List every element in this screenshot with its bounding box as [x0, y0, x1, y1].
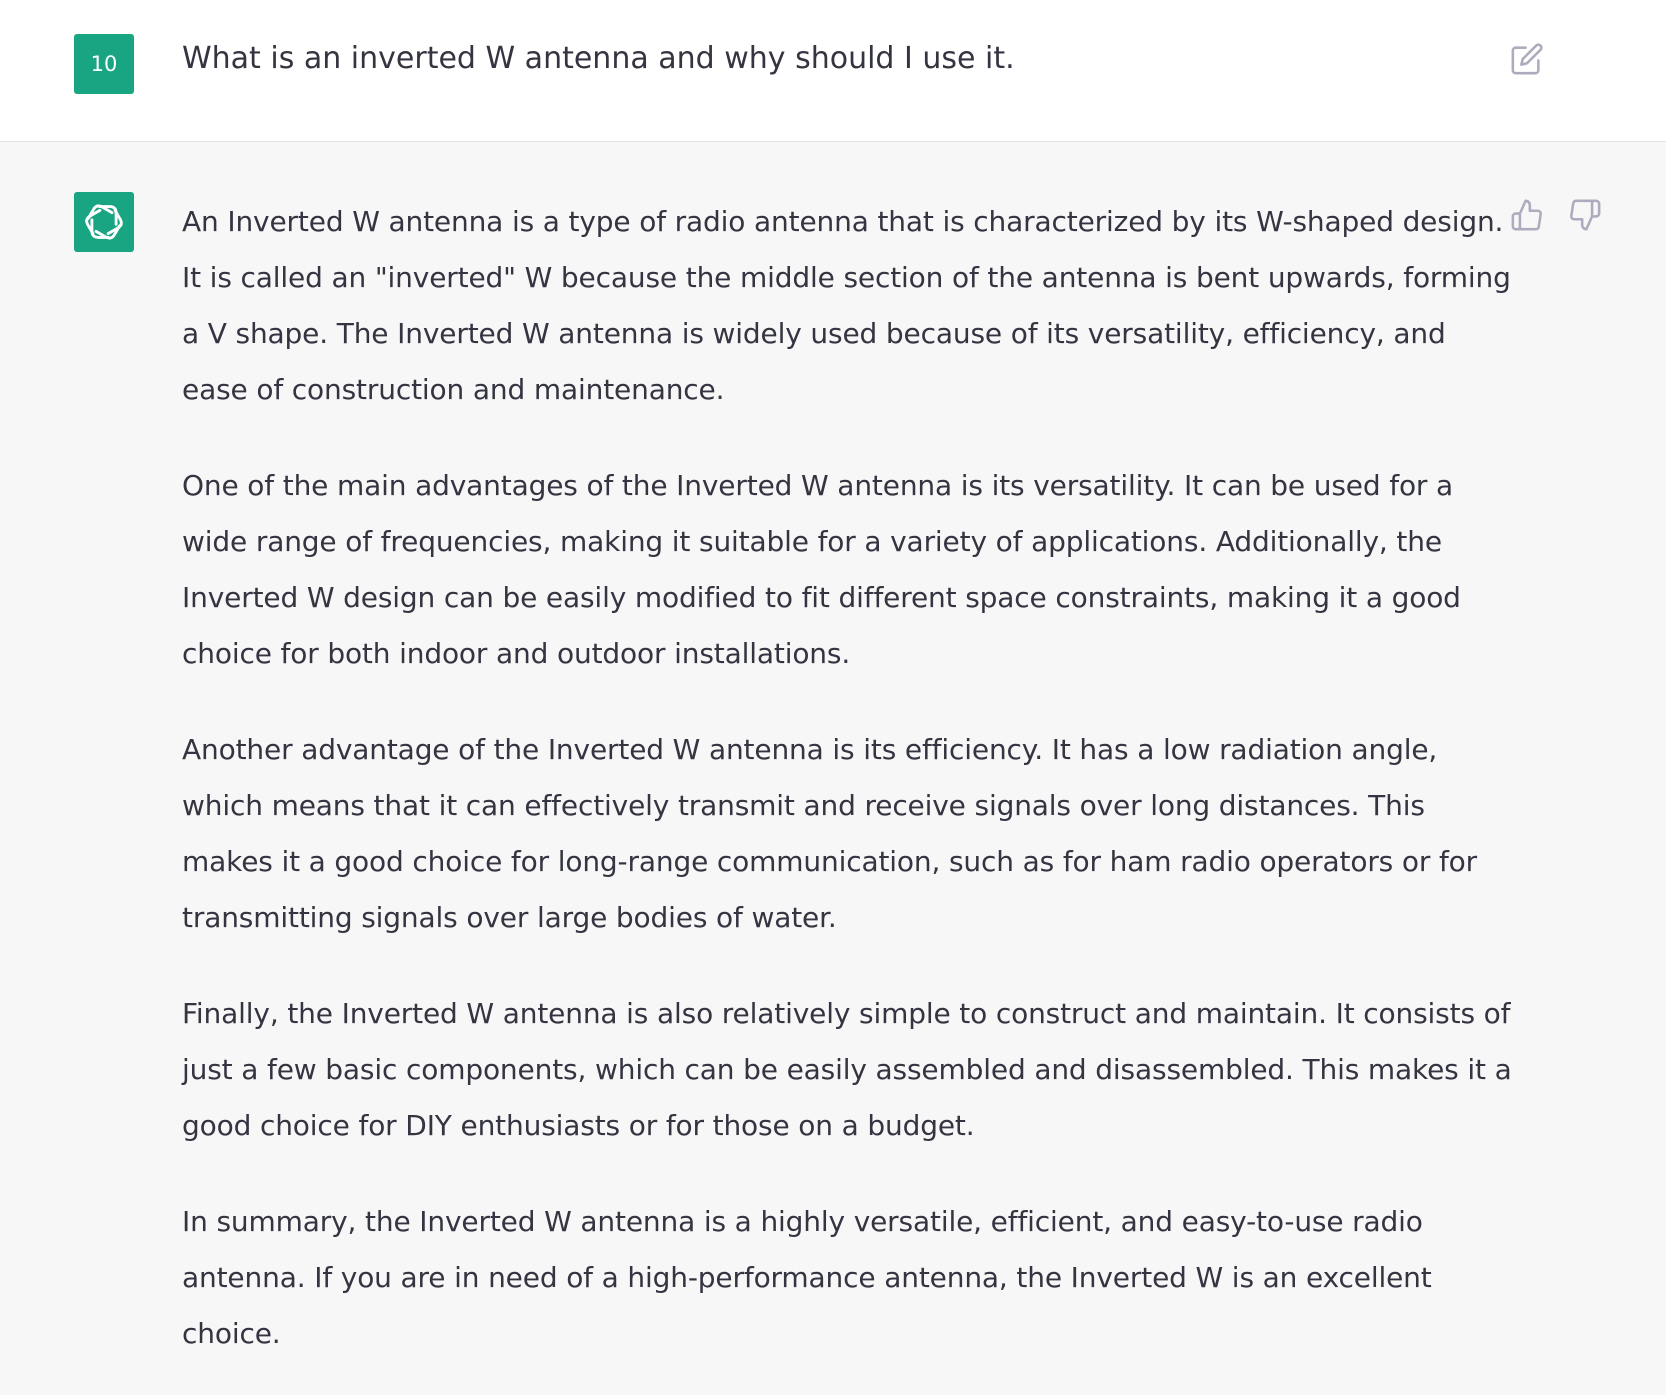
thumbs-up-icon [1510, 198, 1544, 232]
assistant-message-text [182, 194, 1512, 1395]
edit-message-button[interactable] [1510, 42, 1544, 76]
user-avatar-label: 10 [90, 52, 118, 76]
openai-logo-icon [82, 200, 126, 244]
user-message-text: What is an inverted W antenna and why should I use it. [182, 41, 1015, 76]
message-paragraph: One of the main advantages of the Inverted W antenna is its versatility. It can be used for a wide range of frequencies, making it suitable for a variety of applications. Additionally, the Inverted W design can be easily modified to fit different space constraints, making it a good choice for both indoor and outdoor installations. [182, 469, 1461, 670]
message-paragraph: Finally, the Inverted W antenna is also relatively simple to construct and maintain. It consists of just a few basic components, which can be easily assembled and disassembled. This makes it a good choice for DIY enthusiasts or for those on a budget. [182, 997, 1512, 1142]
edit-icon [1510, 42, 1544, 76]
message-paragraph: In summary, the Inverted W antenna is a highly versatile, efficient, and easy-to-use radio antenna. If you are in need of a high-performance antenna, the Inverted W is an excellent choice. [182, 1205, 1432, 1350]
user-message-row [0, 0, 1666, 142]
thumbs-down-icon [1568, 198, 1602, 232]
assistant-message-row [0, 142, 1666, 1395]
user-avatar [74, 34, 134, 94]
message-paragraph: An Inverted W antenna is a type of radio antenna that is characterized by its W-shaped design. It is called an "inverted" W because the middle section of the antenna is bent upwards, forming a V shape. The Inverted W antenna is widely used because of its versatility, efficiency, and ease of construction and maintenance. [182, 205, 1511, 406]
assistant-avatar [74, 192, 134, 252]
thumbs-up-button[interactable] [1510, 198, 1544, 232]
thumbs-down-button[interactable] [1568, 198, 1602, 232]
message-paragraph: Another advantage of the Inverted W antenna is its efficiency. It has a low radiation angle, which means that it can effectively transmit and receive signals over long distances. This makes it a good choice for long-range communication, such as for ham radio operators or for transmitting signals over large bodies of water. [182, 733, 1478, 934]
